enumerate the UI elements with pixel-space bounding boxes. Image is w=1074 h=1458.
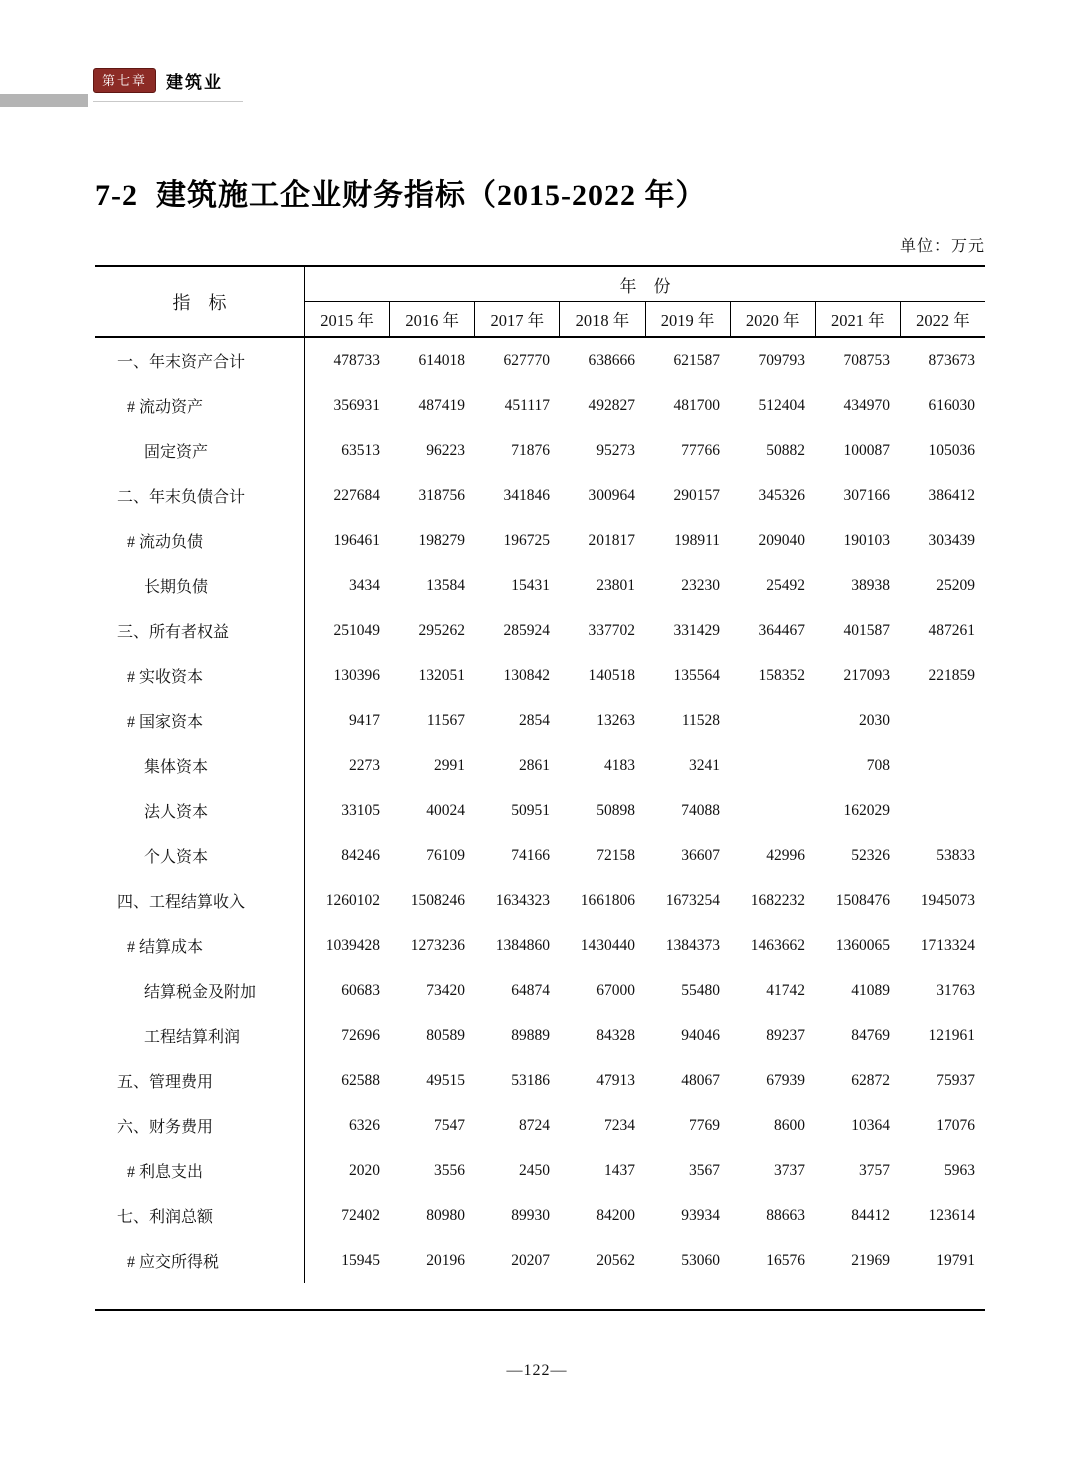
cell: 132051: [418, 666, 465, 684]
cell: 130396: [333, 666, 380, 684]
table-row: [95, 788, 985, 833]
cell: 41742: [766, 981, 805, 999]
table-row: [95, 1058, 985, 1103]
cell: 50898: [596, 801, 635, 819]
table-row: [95, 698, 985, 743]
cell: 6326: [349, 1116, 380, 1134]
cell: 20207: [511, 1251, 550, 1269]
cell: 190103: [843, 531, 890, 549]
row-cells: [305, 383, 985, 428]
table-row: [95, 1193, 985, 1238]
table-row: [95, 608, 985, 653]
cell: 1260102: [325, 891, 380, 909]
cell: 31763: [936, 981, 975, 999]
cell: 25209: [936, 576, 975, 594]
row-label: # 实收资本: [95, 653, 305, 698]
cell: 80589: [426, 1026, 465, 1044]
row-cells: [305, 1238, 985, 1283]
cell: 80980: [426, 1206, 465, 1224]
table-number: 7-2: [95, 179, 138, 212]
cell: 48067: [681, 1071, 720, 1089]
cell: 11528: [681, 711, 720, 729]
cell: 60683: [341, 981, 380, 999]
table-row: [95, 923, 985, 968]
cell: 2991: [434, 756, 465, 774]
cell: 20562: [596, 1251, 635, 1269]
cell: 74166: [511, 846, 550, 864]
cell: 8724: [519, 1116, 550, 1134]
cell: 708753: [843, 351, 890, 369]
cell: 1508246: [410, 891, 465, 909]
cell: 11567: [426, 711, 465, 729]
cell: 196725: [503, 531, 550, 549]
cell: 47913: [596, 1071, 635, 1089]
cell: 38938: [851, 576, 890, 594]
cell: 10364: [851, 1116, 890, 1134]
cell: 1360065: [835, 936, 890, 954]
table-row: [95, 878, 985, 923]
cell: 96223: [426, 441, 465, 459]
cell: 13584: [426, 576, 465, 594]
cell: 76109: [426, 846, 465, 864]
table-row: [95, 1013, 985, 1058]
table-row: [95, 968, 985, 1013]
table-row: [95, 1238, 985, 1283]
cell: 71876: [511, 441, 550, 459]
row-label: # 利息支出: [95, 1148, 305, 1193]
table-body: [95, 338, 985, 1309]
cell: 36607: [681, 846, 720, 864]
cell: 2861: [519, 756, 550, 774]
cell: 873673: [928, 351, 975, 369]
cell: 1384373: [665, 936, 720, 954]
row-label: 个人资本: [95, 833, 305, 878]
year-group-header: 年 份: [305, 267, 985, 302]
cell: 217093: [843, 666, 890, 684]
row-cells: [305, 653, 985, 698]
cell: 198911: [674, 531, 720, 549]
cell: 1945073: [920, 891, 975, 909]
cell: 3757: [859, 1161, 890, 1179]
cell: [730, 743, 815, 788]
row-cells: [305, 923, 985, 968]
cell: 341846: [503, 486, 550, 504]
cell: 72696: [341, 1026, 380, 1044]
row-cells: [305, 968, 985, 1013]
table-row: [95, 563, 985, 608]
cell: 8600: [774, 1116, 805, 1134]
cell: 130842: [503, 666, 550, 684]
cell: 121961: [928, 1026, 975, 1044]
row-label: 结算税金及附加: [95, 968, 305, 1013]
cell: 295262: [418, 621, 465, 639]
cell: 53833: [936, 846, 975, 864]
cell: 52326: [851, 846, 890, 864]
cell: 401587: [843, 621, 890, 639]
chapter-header: [93, 68, 243, 102]
cell: 1384860: [495, 936, 550, 954]
cell: 3567: [689, 1161, 720, 1179]
cell: 303439: [928, 531, 975, 549]
cell: 135564: [673, 666, 720, 684]
table-row: [95, 1103, 985, 1148]
row-cells: [305, 518, 985, 563]
table-row: [95, 518, 985, 563]
cell: 7234: [604, 1116, 635, 1134]
cell: 41089: [851, 981, 890, 999]
row-cells: [305, 338, 985, 383]
row-cells: [305, 608, 985, 653]
cell: 2020: [349, 1161, 380, 1179]
row-label: 三、所有者权益: [95, 608, 305, 653]
cell: 73420: [426, 981, 465, 999]
cell: 40024: [426, 801, 465, 819]
table-row: [95, 653, 985, 698]
cell: 23230: [681, 576, 720, 594]
cell: 63513: [341, 441, 380, 459]
table-row: [95, 338, 985, 383]
cell: 364467: [758, 621, 805, 639]
cell: [730, 698, 815, 743]
unit-label: 单位：万元: [899, 238, 985, 255]
cell: 1508476: [835, 891, 890, 909]
cell: 227684: [333, 486, 380, 504]
row-label: 七、利润总额: [95, 1193, 305, 1238]
cell: 1634323: [495, 891, 550, 909]
row-cells: [305, 878, 985, 923]
cell: 77766: [681, 441, 720, 459]
cell: 89889: [511, 1026, 550, 1044]
cell: 84412: [851, 1206, 890, 1224]
cell: 50951: [511, 801, 550, 819]
cell: 1661806: [580, 891, 635, 909]
cell: 627770: [503, 351, 550, 369]
cell: 337702: [588, 621, 635, 639]
cell: 42996: [766, 846, 805, 864]
cell: 13263: [596, 711, 635, 729]
financial-indicators-table: [95, 265, 985, 1311]
cell: 53060: [681, 1251, 720, 1269]
cell: 158352: [758, 666, 805, 684]
row-label: 一、年末资产合计: [95, 338, 305, 383]
cell: [900, 788, 985, 833]
cell: 345326: [758, 486, 805, 504]
cell: 434970: [843, 396, 890, 414]
cell: 3241: [689, 756, 720, 774]
cell: 67000: [596, 981, 635, 999]
cell: 3434: [349, 576, 380, 594]
cell: 2030: [859, 711, 890, 729]
cell: 1682232: [750, 891, 805, 909]
row-cells: [305, 698, 985, 743]
cell: 356931: [333, 396, 380, 414]
cell: 307166: [843, 486, 890, 504]
row-label: 二、年末负债合计: [95, 473, 305, 518]
cell: 290157: [673, 486, 720, 504]
cell: 72158: [596, 846, 635, 864]
table-row: [95, 833, 985, 878]
cell: 1713324: [920, 936, 975, 954]
year-header-row: [305, 302, 985, 336]
cell: 638666: [588, 351, 635, 369]
cell: 15431: [511, 576, 550, 594]
cell: 84246: [341, 846, 380, 864]
row-label: # 结算成本: [95, 923, 305, 968]
year-column-header: 2015 年: [320, 311, 374, 330]
cell: 105036: [928, 441, 975, 459]
cell: 93934: [681, 1206, 720, 1224]
row-label: 工程结算利润: [95, 1013, 305, 1058]
table-title-text: 建筑施工企业财务指标（2015-2022 年）: [156, 179, 707, 212]
page-number: —122—: [506, 1362, 568, 1379]
cell: 62872: [851, 1071, 890, 1089]
cell: 74088: [681, 801, 720, 819]
row-cells: [305, 1013, 985, 1058]
table-row: [95, 1148, 985, 1193]
row-label: 六、财务费用: [95, 1103, 305, 1148]
year-column-header: 2020 年: [730, 302, 815, 336]
cell: 20196: [426, 1251, 465, 1269]
cell: 75937: [936, 1071, 975, 1089]
cell: 300964: [588, 486, 635, 504]
chapter-badge: 第七章: [93, 68, 156, 93]
cell: 709793: [758, 351, 805, 369]
year-column-header: 2022 年: [900, 302, 985, 336]
cell: 512404: [758, 396, 805, 414]
cell: 72402: [341, 1206, 380, 1224]
row-label: 长期负债: [95, 563, 305, 608]
cell: 621587: [673, 351, 720, 369]
cell: 21969: [851, 1251, 890, 1269]
row-label: # 国家资本: [95, 698, 305, 743]
cell: 33105: [341, 801, 380, 819]
cell: 17076: [936, 1116, 975, 1134]
table-row: [95, 428, 985, 473]
cell: 53186: [511, 1071, 550, 1089]
row-cells: [305, 473, 985, 518]
year-column-header: 2018 年: [559, 302, 644, 336]
cell: 94046: [681, 1026, 720, 1044]
cell: 221859: [928, 666, 975, 684]
cell: 1437: [604, 1161, 635, 1179]
cell: 7769: [689, 1116, 720, 1134]
cell: 7547: [434, 1116, 465, 1134]
cell: 64874: [511, 981, 550, 999]
cell: 162029: [843, 801, 890, 819]
cell: 15945: [341, 1251, 380, 1269]
cell: 487419: [418, 396, 465, 414]
cell: 88663: [766, 1206, 805, 1224]
row-label: # 流动资产: [95, 383, 305, 428]
cell: 209040: [758, 531, 805, 549]
indicator-column-header: 指 标: [95, 267, 305, 336]
row-cells: [305, 1103, 985, 1148]
cell: 55480: [681, 981, 720, 999]
cell: 9417: [349, 711, 380, 729]
cell: 2854: [519, 711, 550, 729]
cell: 451117: [504, 396, 550, 414]
row-label: 集体资本: [95, 743, 305, 788]
row-label: # 应交所得税: [95, 1238, 305, 1283]
cell: 19791: [936, 1251, 975, 1269]
cell: 25492: [766, 576, 805, 594]
cell: 84328: [596, 1026, 635, 1044]
cell: 492827: [588, 396, 635, 414]
cell: 2450: [519, 1161, 550, 1179]
cell: 49515: [426, 1071, 465, 1089]
cell: 614018: [418, 351, 465, 369]
cell: 67939: [766, 1071, 805, 1089]
cell: 4183: [604, 756, 635, 774]
row-cells: [305, 788, 985, 833]
year-column-header: 2017 年: [474, 302, 559, 336]
row-label: 四、工程结算收入: [95, 878, 305, 923]
cell: 201817: [588, 531, 635, 549]
cell: 62588: [341, 1071, 380, 1089]
cell: 285924: [503, 621, 550, 639]
row-cells: [305, 743, 985, 788]
table-row: [95, 383, 985, 428]
row-label: # 流动负债: [95, 518, 305, 563]
cell: 708: [866, 756, 890, 774]
cell: 2273: [349, 756, 380, 774]
cell: 23801: [596, 576, 635, 594]
row-label: 法人资本: [95, 788, 305, 833]
cell: 3737: [774, 1161, 805, 1179]
cell: 1273236: [410, 936, 465, 954]
year-group: [305, 267, 985, 336]
cell: 481700: [673, 396, 720, 414]
cell: [900, 743, 985, 788]
cell: 16576: [766, 1251, 805, 1269]
cell: [900, 698, 985, 743]
cell: [730, 788, 815, 833]
cell: 1463662: [750, 936, 805, 954]
cell: 89930: [511, 1206, 550, 1224]
row-cells: [305, 1058, 985, 1103]
cell: 140518: [588, 666, 635, 684]
row-label: 固定资产: [95, 428, 305, 473]
cell: 1673254: [665, 891, 720, 909]
cell: 50882: [766, 441, 805, 459]
cell: 198279: [418, 531, 465, 549]
cell: 478733: [333, 351, 380, 369]
cell: 84200: [596, 1206, 635, 1224]
cell: 251049: [333, 621, 380, 639]
cell: 616030: [928, 396, 975, 414]
cell: 84769: [851, 1026, 890, 1044]
row-cells: [305, 428, 985, 473]
cell: 1039428: [325, 936, 380, 954]
year-column-header: 2016 年: [389, 302, 474, 336]
table-header: [95, 267, 985, 338]
row-cells: [305, 563, 985, 608]
chapter-label: 建筑业: [166, 73, 224, 92]
page-title: [95, 170, 707, 214]
cell: 3556: [434, 1161, 465, 1179]
cell: 89237: [766, 1026, 805, 1044]
cell: 196461: [333, 531, 380, 549]
cell: 100087: [843, 441, 890, 459]
year-column-header: 2019 年: [645, 302, 730, 336]
cell: 331429: [673, 621, 720, 639]
row-cells: [305, 833, 985, 878]
cell: 123614: [928, 1206, 975, 1224]
page-edge-bar: [0, 94, 88, 107]
cell: 5963: [944, 1161, 975, 1179]
cell: 318756: [418, 486, 465, 504]
row-cells: [305, 1193, 985, 1238]
table-row: [95, 743, 985, 788]
row-cells: [305, 1148, 985, 1193]
row-label: 五、管理费用: [95, 1058, 305, 1103]
cell: 487261: [928, 621, 975, 639]
year-column-header: 2021 年: [815, 302, 900, 336]
cell: 1430440: [580, 936, 635, 954]
table-row: [95, 473, 985, 518]
cell: 95273: [596, 441, 635, 459]
cell: 386412: [928, 486, 975, 504]
